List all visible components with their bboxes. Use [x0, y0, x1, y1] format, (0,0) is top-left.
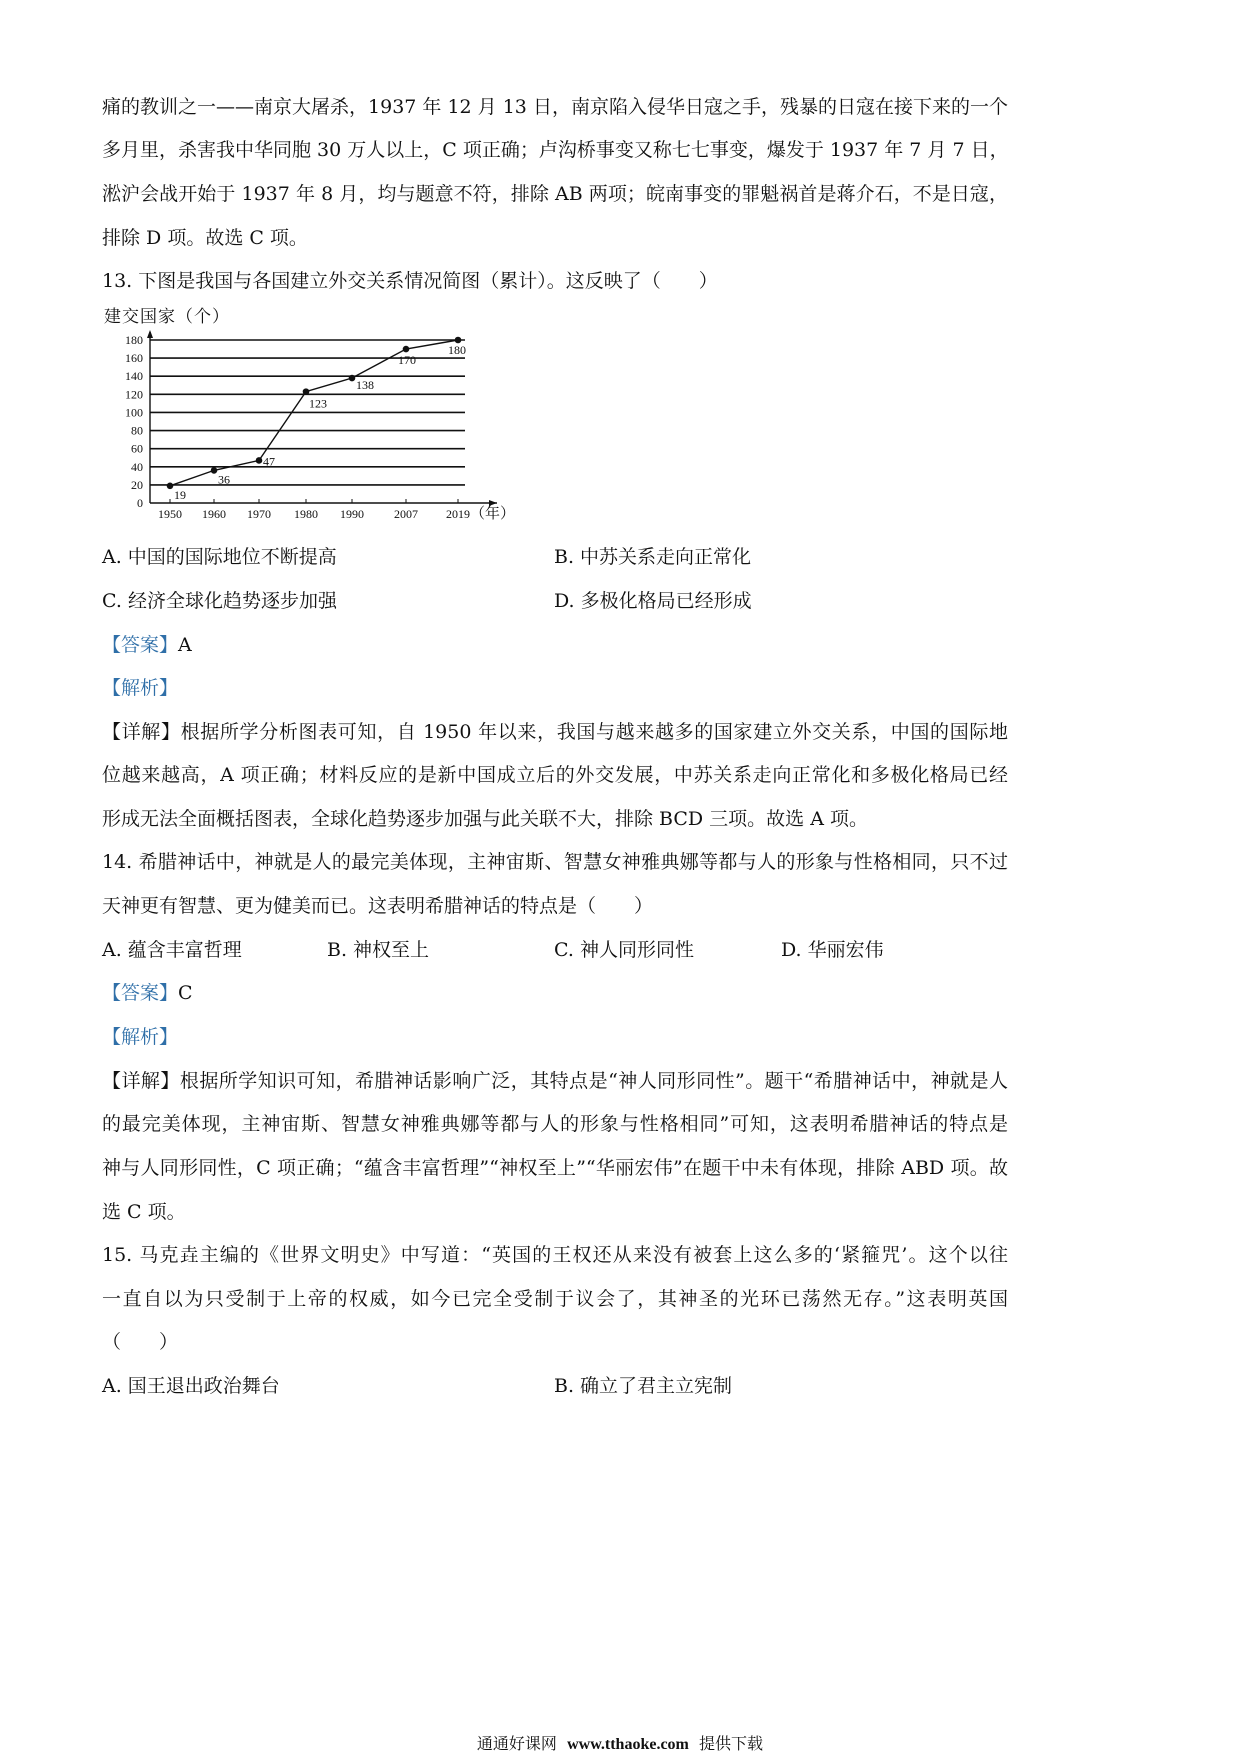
q14-detail-line: 神与人同形同性，C 项正确；“蕴含丰富哲理”“神权至上”“华丽宏伟”在题干中未有体现，排除 ABD 项。故 — [102, 1157, 1008, 1179]
intro-line: 淞沪会战开始于 1937 年 8 月，均与题意不符，排除 AB 两项；皖南事变的罪魁祸首是蒋介石，不是日寇， — [102, 183, 1008, 205]
footer-site: 通通好课网 — [476, 1734, 557, 1753]
q13-analysis — [102, 676, 1008, 700]
q13-option-a: A. 中国的国际地位不断提高 — [102, 546, 337, 568]
y-tick-label: 80 — [131, 423, 143, 438]
q14-option-a: A. 蕴含丰富哲理 — [102, 939, 242, 961]
y-tick-label: 120 — [125, 387, 143, 402]
x-tick-label: 1980 — [294, 507, 318, 521]
diplomacy-line-chart — [100, 330, 520, 530]
x-tick-label: 2019 — [446, 507, 470, 521]
intro-line: 排除 D 项。故选 C 项。 — [102, 227, 308, 249]
data-point — [256, 457, 263, 464]
footer-url[interactable]: www.tthaoke.com — [567, 1736, 689, 1753]
chart-ylabel: 建交国家（个） — [104, 307, 230, 327]
q14-option-b: B. 神权至上 — [327, 939, 430, 961]
detail-text: 根据所学知识可知，希腊神话影响广泛，其特点是“神人同形同性”。题干“希腊神话中，神就是人 — [179, 1070, 1008, 1092]
q14-detail-line: 选 C 项。 — [102, 1201, 186, 1223]
data-point — [211, 467, 218, 474]
x-tick-label: 2007 — [394, 507, 418, 521]
y-tick-label: 160 — [125, 351, 143, 366]
y-tick-label: 40 — [131, 459, 143, 474]
analysis-tag: 【解析】 — [102, 1026, 179, 1048]
data-point — [403, 346, 410, 353]
answer-tag: 【答案】 — [102, 634, 179, 656]
q15-question-line: （ ） — [102, 1331, 179, 1353]
q14-detail-line: 的最完美体现，主神宙斯、智慧女神雅典娜等都与人的形象与性格相同”可知，这表明希腊神话的特点是 — [102, 1113, 1008, 1135]
y-tick-label: 100 — [125, 405, 143, 420]
x-axis-label: （年） — [470, 506, 516, 522]
footer-suffix: 提供下载 — [699, 1734, 764, 1753]
answer-value: C — [178, 982, 193, 1004]
q14-answer — [102, 981, 1008, 1005]
q13-answer — [102, 633, 1008, 657]
q14-option-d: D. 华丽宏伟 — [781, 939, 884, 961]
q14-analysis — [102, 1025, 1008, 1049]
q14-option-c: C. 神人同形同性 — [554, 939, 694, 961]
q15-question-line: 一直自以为只受制于上帝的权威，如今已完全受制于议会了，其神圣的光环已荡然无存。”这表明英国 — [102, 1288, 1008, 1310]
q13-option-b: B. 中苏关系走向正常化 — [554, 546, 752, 568]
q14-question-line: 天神更有智慧、更为健美而已。这表明希腊神话的特点是（ ） — [102, 895, 654, 917]
x-tick-label: 1960 — [202, 507, 226, 521]
detail-text: 根据所学分析图表可知，自 1950 年以来，我国与越来越多的国家建立外交关系，中国的国际地 — [180, 721, 1008, 743]
y-tick-label: 60 — [131, 441, 143, 456]
q13-detail-line: 形成无法全面概括图表，全球化趋势逐步加强与此关联不大，排除 BCD 三项。故选 A 项。 — [102, 808, 868, 830]
data-point — [303, 388, 310, 395]
y-axis-arrow-icon — [147, 330, 153, 338]
y-tick-label: 140 — [125, 369, 143, 384]
detail-tag: 【详解】 — [102, 721, 181, 743]
q13-detail-line: 位越来越高，A 项正确；材料反应的是新中国成立后的外交发展，中苏关系走向正常化和多极化格局已经 — [102, 764, 1008, 786]
q15-question-line: 15. 马克垚主编的《世界文明史》中写道：“英国的王权还从来没有被套上这么多的‘紧箍咒’。这个以往 — [102, 1244, 1008, 1266]
data-label: 170 — [398, 353, 416, 368]
data-point — [349, 375, 356, 382]
q15-option-b: B. 确立了君主立宪制 — [554, 1375, 733, 1397]
x-tick-label: 1990 — [340, 507, 364, 521]
q13-option-d: D. 多极化格局已经形成 — [554, 590, 752, 612]
data-label: 180 — [448, 343, 466, 357]
footer — [0, 1733, 1240, 1754]
q14-detail-line — [102, 1069, 1008, 1093]
detail-tag: 【详解】 — [102, 1070, 180, 1092]
intro-line: 多月里，杀害我中华同胞 30 万人以上，C 项正确；卢沟桥事变又称七七事变，爆发于 1937 年 7 月 7 日， — [102, 139, 1009, 161]
y-tick-label: 20 — [131, 477, 143, 492]
answer-tag: 【答案】 — [102, 982, 179, 1004]
data-label: 123 — [309, 396, 327, 411]
y-tick-label: 180 — [125, 333, 143, 347]
answer-value: A — [178, 634, 192, 656]
analysis-tag: 【解析】 — [102, 677, 179, 699]
q13-detail-line — [102, 720, 1008, 744]
q13-question: 13. 下图是我国与各国建立外交关系情况简图（累计）。这反映了（ ） — [102, 270, 718, 292]
x-tick-label: 1970 — [247, 507, 271, 521]
data-label: 19 — [174, 487, 186, 502]
intro-line: 痛的教训之一——南京大屠杀，1937 年 12 月 13 日，南京陷入侵华日寇之手，残暴的日寇在接下来的一个 — [102, 96, 1008, 118]
data-point — [167, 482, 174, 489]
q13-option-c: C. 经济全球化趋势逐步加强 — [102, 590, 337, 612]
data-label: 47 — [263, 454, 275, 469]
q15-option-a: A. 国王退出政治舞台 — [102, 1375, 280, 1397]
q14-question-line: 14. 希腊神话中，神就是人的最完美体现，主神宙斯、智慧女神雅典娜等都与人的形象与性格相同，只不过 — [102, 851, 1008, 873]
data-label: 138 — [356, 378, 374, 393]
x-tick-label: 1950 — [158, 507, 182, 521]
y-tick-label: 0 — [137, 496, 143, 510]
data-label: 36 — [218, 472, 230, 487]
